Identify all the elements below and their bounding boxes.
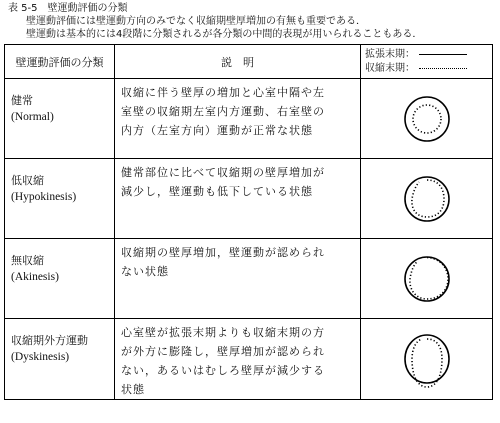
description-line: が外方に膨隆し，壁厚増加が認められ [121,345,325,358]
description-line: 健常部位に比べて収縮期の壁厚増加が [121,166,325,179]
table-row [5,319,493,400]
figure-cell [361,239,493,319]
category-name-en: (Dyskinesis) [11,351,70,363]
legend-contraction-label: 収縮末期： [365,62,415,74]
dotted-line-icon [419,68,467,69]
header-row [5,45,493,79]
header-description: 説 明 [115,45,361,79]
category-name-en: (Akinesis) [11,271,59,283]
table-caption [8,2,422,41]
category-name-ja: 低収縮 [11,174,44,187]
description-line: ない状態 [121,265,169,278]
category-cell [5,159,115,239]
description-line: 状態 [121,383,145,396]
header-category: 壁運動評価の分類 [5,45,115,79]
wall-motion-table [4,44,493,400]
category-name-ja: 収縮期外方運動 [11,334,88,347]
caption-line-2: 壁運動評価には壁運動方向のみでなく収縮期壁厚増加の有無も重要である． [26,16,366,27]
dyskinesis-wall-motion-icon [397,327,457,391]
description-line: 収縮期の壁厚増加，壁運動が認められ [121,246,325,259]
description-line: 室壁の収縮期左室内方運動、右室壁の [121,105,325,118]
caption-line-3: 壁運動は基本的には4段階に分類されるが各分類の中間的表現が用いられることもある． [26,29,423,40]
caption-title: 表 5-5 壁運動評価の分類 [8,3,128,14]
description-cell [115,319,361,400]
description-cell [115,159,361,239]
description-line: ない，あるいはむしろ壁厚が減少する [121,364,325,377]
description-line: 心室壁が拡張末期よりも収縮末期の方 [121,326,325,339]
solid-line-icon [419,54,467,55]
description-line: 内方（左室方向）運動が正常な状態 [121,124,313,137]
category-cell [5,239,115,319]
category-name-ja: 健常 [11,94,33,107]
legend [361,45,493,79]
figure-cell [361,159,493,239]
figure-cell [361,319,493,400]
table-row [5,159,493,239]
akinesis-wall-motion-icon [397,249,457,309]
table-row [5,79,493,159]
hypokinesis-wall-motion-icon [397,169,457,229]
legend-dilation-label: 拡張末期： [365,48,415,60]
category-name-en: (Normal) [11,111,54,123]
description-cell [115,79,361,159]
figure-cell [361,79,493,159]
description-cell [115,239,361,319]
description-line: 収縮に伴う壁厚の増加と心室中隔や左 [121,86,325,99]
description-line: 減少し，壁運動も低下している状態 [121,185,313,198]
category-name-ja: 無収縮 [11,254,44,267]
category-name-en: (Hypokinesis) [11,191,77,203]
table-row [5,239,493,319]
category-cell [5,79,115,159]
normal-wall-motion-icon [397,89,457,149]
category-cell [5,319,115,400]
